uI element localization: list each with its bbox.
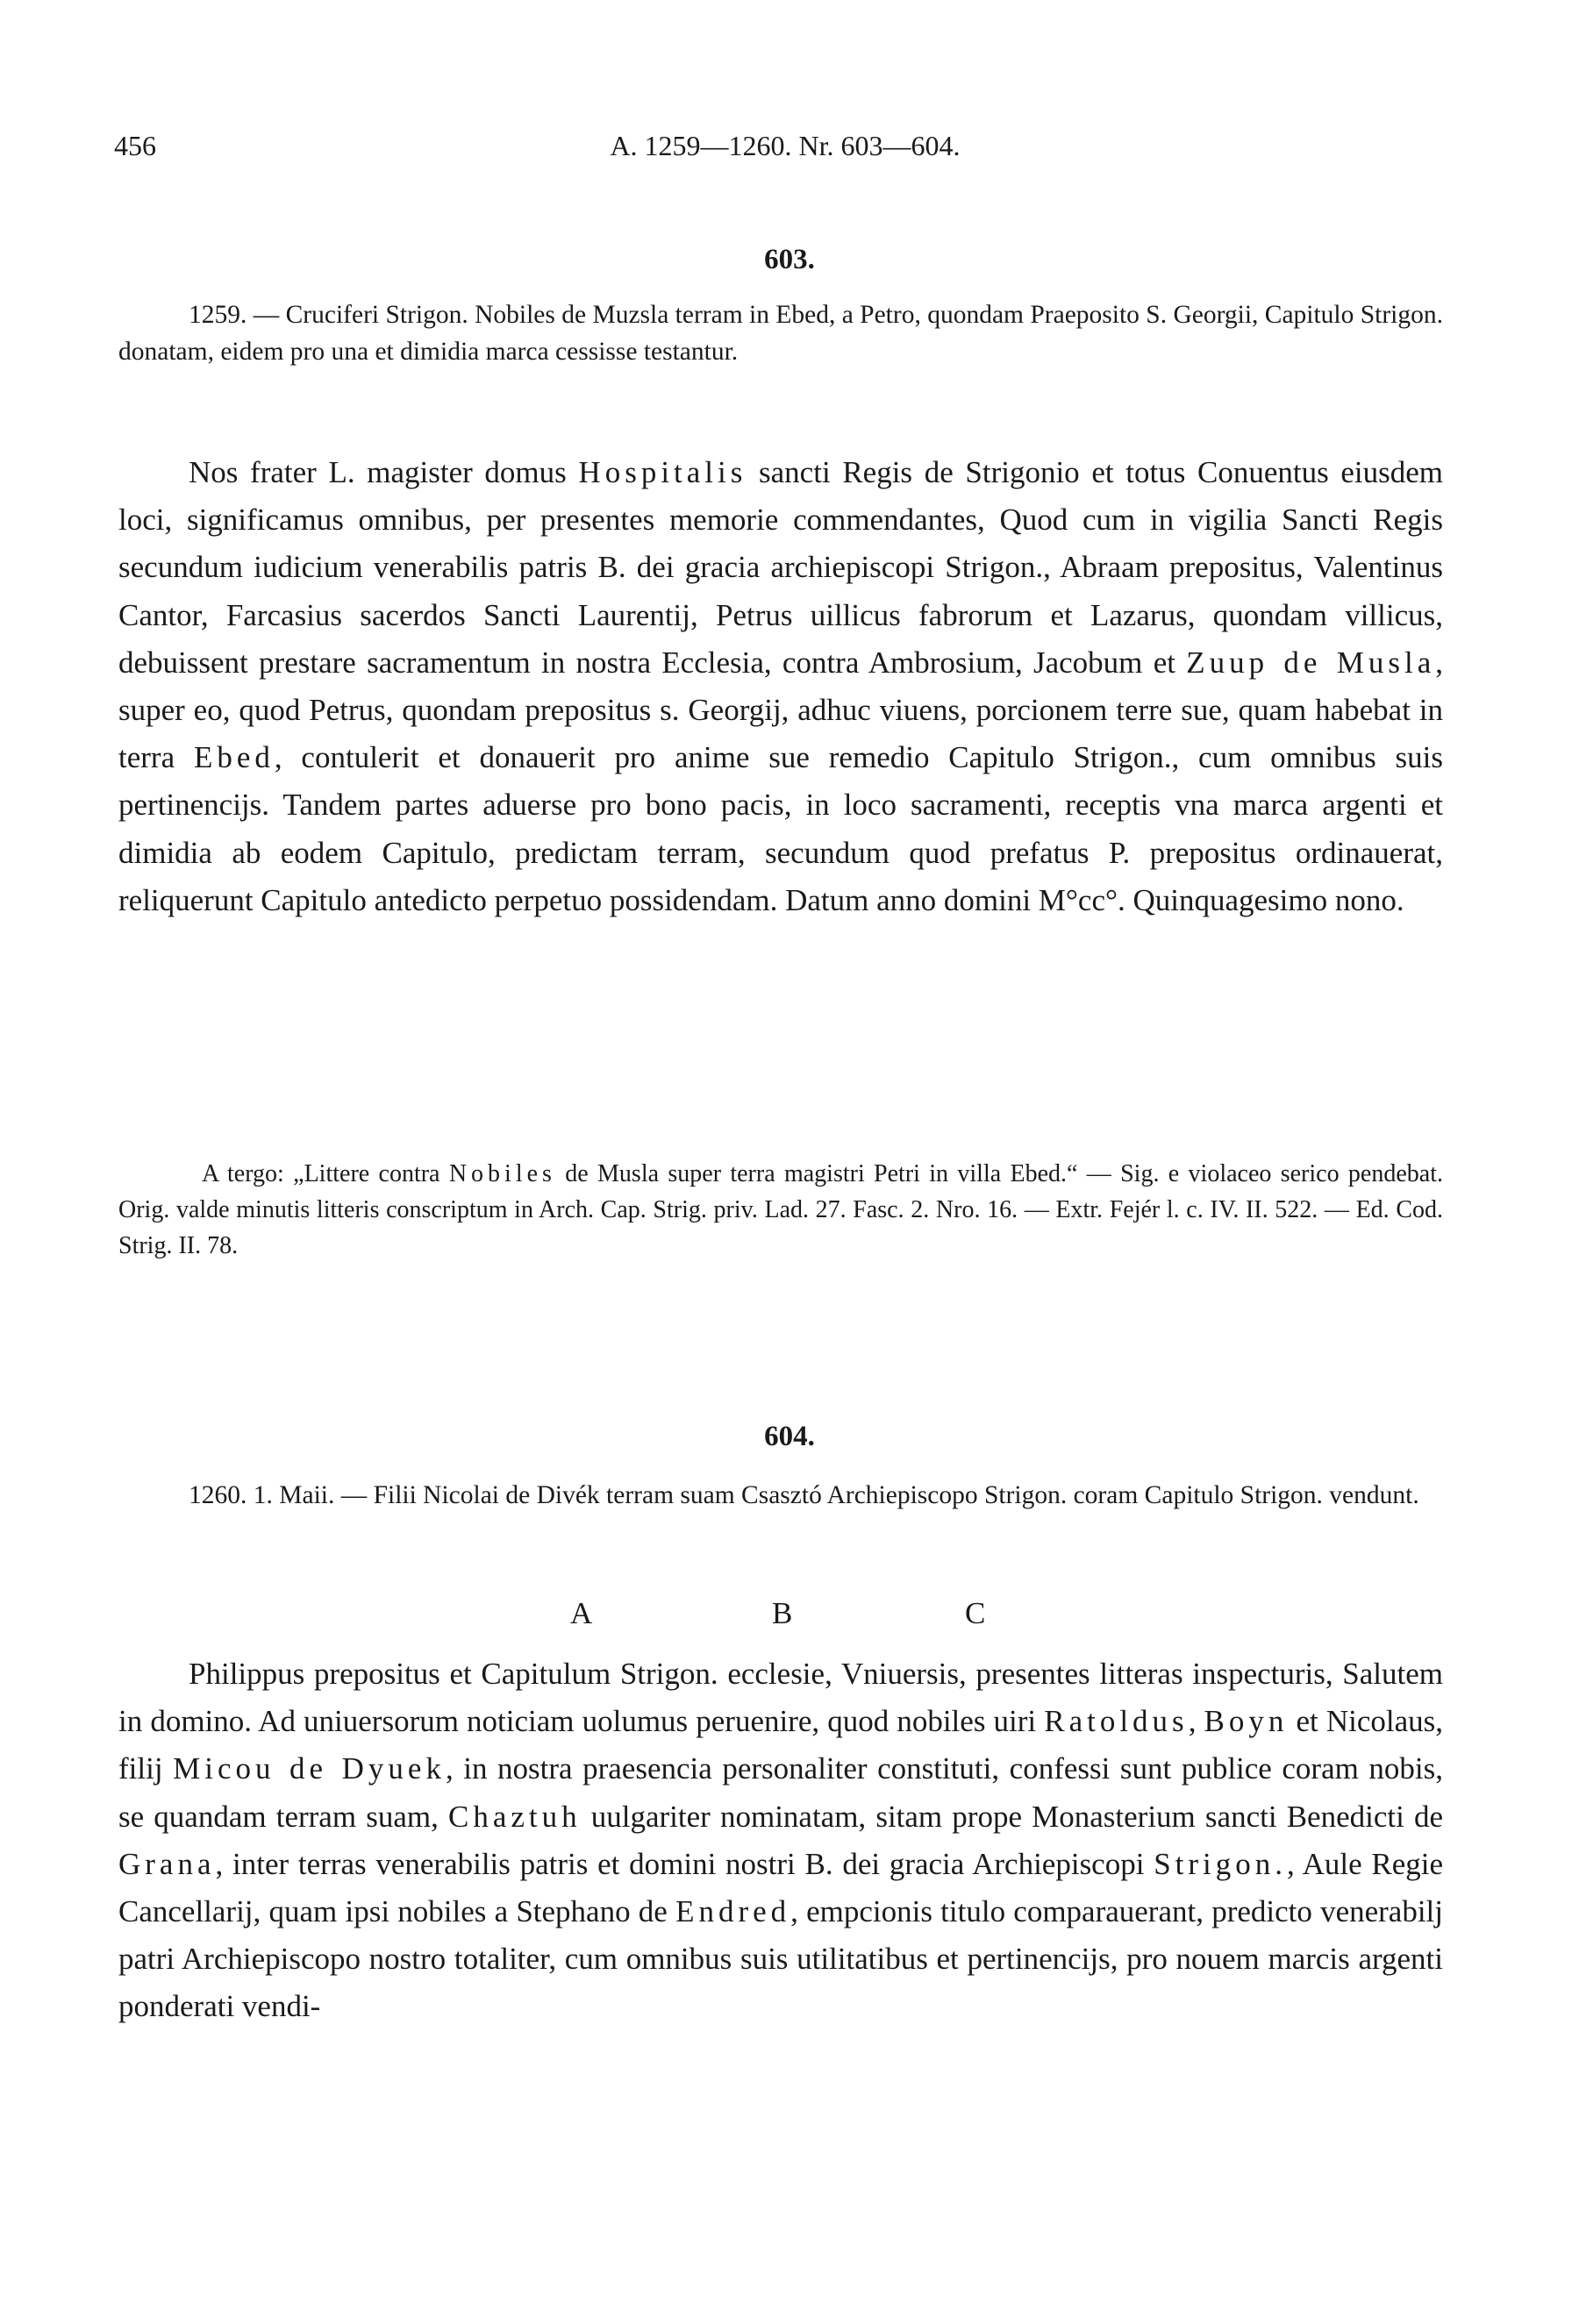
spaced-place: Ebed: [193, 740, 275, 775]
spaced-place: Endred: [675, 1894, 791, 1929]
regest-603: [118, 296, 1443, 370]
letter-b: B: [772, 1596, 793, 1630]
spaced-name: Micou de Dyuek: [173, 1751, 446, 1786]
regest-text: — Cruciferi Strigon. Nobiles de Muzsla terram in Ebed, a Petro, quondam Praeposito S. Georgii, Capitulo Strigon. donatam, eidem pro una et dimidia marca cessisse testantur.: [118, 301, 1444, 366]
charter-text-604: [118, 1650, 1443, 2031]
regest-text: — Filii Nicolai de Divék terram suam Csasztó Archiepiscopo Strigon. coram Capitulo Strigon. vendunt.: [340, 1481, 1419, 1509]
page-number: 456: [114, 130, 156, 161]
note-part: A tergo: „Littere contra: [202, 1160, 449, 1187]
text-part: Nos frater L. magister domus: [189, 455, 579, 489]
note-part: de Musla super terra magistri Petri in villa Ebed.“ — Sig. e violaceo serico pendebat. Orig. valde minutis litteris conscriptum in Arch. Cap. Strig. priv. Lad. 27. Fasc. 2. Nro. 16. — Extr. Fejér l. c. IV. II. 522. — Ed. Cod. Strig. II. 78.: [118, 1160, 1443, 1259]
page-header: [114, 130, 1456, 174]
letter-a: A: [570, 1596, 593, 1630]
regest-date: 1260. 1. Maii.: [189, 1481, 335, 1509]
spaced-place: Chaztuh: [447, 1799, 582, 1834]
text-part: et Nicolaus, filij: [118, 1704, 1443, 1786]
spaced-place: Grana: [118, 1846, 216, 1881]
regest-date: 1259.: [189, 301, 247, 329]
spaced-place: Strigon.: [1154, 1846, 1288, 1881]
spaced-name: Boyn: [1204, 1704, 1289, 1739]
text-part: sancti Regis de Strigonio et totus Conuentus eiusdem loci, significamus omnibus, per presentes memorie commendantes, Quod cum in vigilia Sancti Regis secundum iudicium venerabilis patris B. dei gracia archiepiscopi Strigon., Abraam prepositus, Valentinus Cantor, Farcasius sacerdos Sancti Laurentij, Petrus uillicus fabrorum et Lazarus, quondam villicus, debuissent prestare sacramentum in nostra Ecclesia, contra Ambrosium, Jacobum et: [118, 455, 1443, 680]
text-part: Philippus prepositus et Capitulum Strigon. ecclesie, Vniuersis, presentes litteras inspecturis, Salutem in domino. Ad uniuersorum noticiam uolumus peruenire, quod nobiles uiri: [118, 1657, 1443, 1739]
text-part: , Aule Regie Cancellarij, quam ipsi nobiles a Stephano de: [118, 1846, 1443, 1929]
text-part: , in nostra praesencia personaliter constituti, confessi sunt publice coram nobis, se quandam terram suam,: [118, 1751, 1443, 1834]
document-number-604: 604.: [764, 1421, 815, 1452]
regest-604: [118, 1477, 1443, 1514]
spaced-word: Hospitalis: [578, 455, 747, 489]
running-title: A. 1259—1260. Nr. 603—604.: [610, 130, 961, 161]
text-part: , super eo, quod Petrus, quondam prepositus s. Georgij, adhuc viuens, porcionem terre sue, quam habebat in terra: [118, 645, 1443, 775]
spaced-name: Ratoldus: [1044, 1704, 1189, 1739]
charter-text-603: [118, 449, 1443, 924]
spaced-name: Zuup de Musla: [1186, 645, 1436, 680]
archival-note-603: [118, 1156, 1443, 1264]
text-part: uulgariter nominatam, sitam prope Monasterium sancti Benedicti de: [581, 1799, 1443, 1834]
text-part: , empcionis titulo comparauerant, predicto venerabilj patri Archiepiscopo nostro totaliter, cum omnibus suis utilitatibus et pertinencijs, pro nouem marcis argenti ponderati vendi-: [118, 1894, 1444, 2024]
text-part: ,: [1188, 1704, 1204, 1739]
document-number-603: 603.: [764, 244, 815, 275]
text-part: , contulerit et donauerit pro anime sue remedio Capitulo Strigon., cum omnibus suis pertinencijs. Tandem partes aduerse pro bono pacis, in loco sacramenti, receptis vna marca argenti et dimidia ab eodem Capitulo, predictam terram, secundum quod prefatus P. prepositus ordinauerat, reliquerunt Capitulo antedicto perpetuo possidendam. Datum anno domini M°cc°. Quinquagesimo nono.: [118, 740, 1443, 917]
text-part: , inter terras venerabilis patris et domini nostri B. dei gracia Archiepiscopi: [215, 1846, 1154, 1881]
letter-c: C: [965, 1596, 986, 1630]
spaced-word: Nobiles: [448, 1160, 556, 1187]
